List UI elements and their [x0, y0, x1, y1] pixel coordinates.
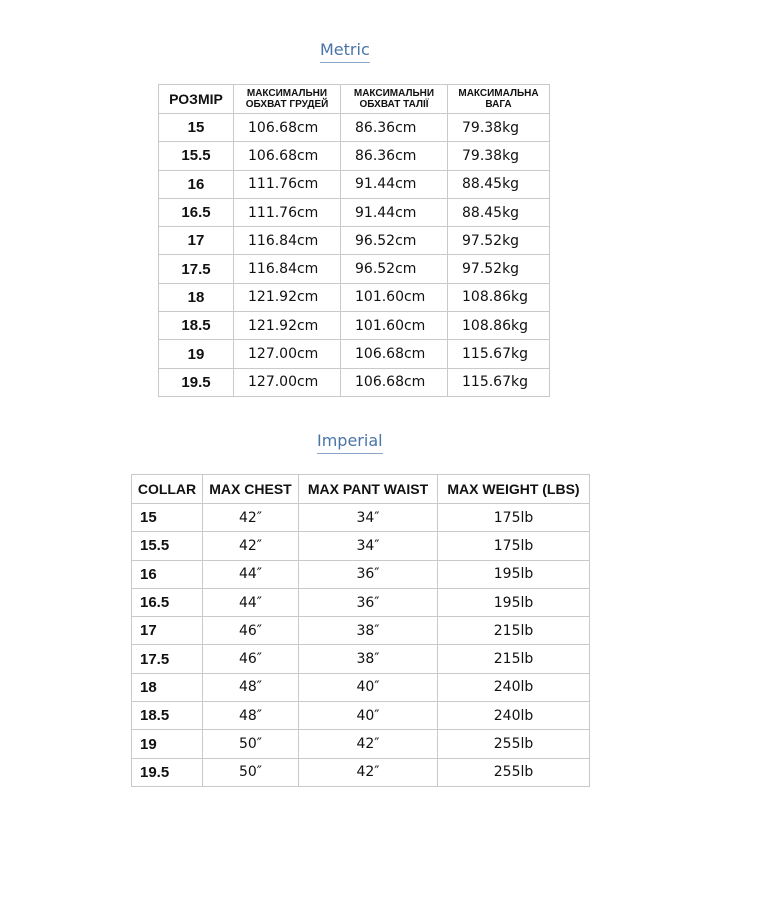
weight-cell: 175lb — [438, 532, 590, 560]
table-row — [159, 170, 550, 198]
waist-cell: 91.44cm — [341, 170, 448, 198]
chest-cell: 46″ — [203, 645, 299, 673]
chest-cell: 48″ — [203, 673, 299, 701]
header-max-weight-line2: ВАГА — [485, 99, 512, 110]
header-max-weight-line1: МАКСИМАЛЬНА — [458, 88, 539, 99]
waist-cell: 91.44cm — [341, 198, 448, 226]
table-row — [159, 283, 550, 311]
chest-cell: 44″ — [203, 560, 299, 588]
chest-cell: 127.00cm — [234, 340, 341, 368]
chest-cell: 44″ — [203, 588, 299, 616]
waist-cell: 96.52cm — [341, 227, 448, 255]
chest-cell: 106.68cm — [234, 114, 341, 142]
waist-cell: 38″ — [299, 617, 438, 645]
chest-cell: 48″ — [203, 702, 299, 730]
waist-cell: 106.68cm — [341, 340, 448, 368]
size-cell: 15.5 — [159, 142, 234, 170]
chest-cell: 116.84cm — [234, 227, 341, 255]
table-row — [159, 312, 550, 340]
collar-cell: 15 — [132, 504, 203, 532]
header-max-weight — [448, 85, 550, 114]
waist-cell: 86.36cm — [341, 114, 448, 142]
table-row — [159, 227, 550, 255]
collar-cell: 17.5 — [132, 645, 203, 673]
header-max-pant-waist: MAX PANT WAIST — [299, 475, 438, 504]
weight-cell: 175lb — [438, 504, 590, 532]
waist-cell: 38″ — [299, 645, 438, 673]
table-row — [159, 142, 550, 170]
weight-cell: 79.38kg — [448, 114, 550, 142]
weight-cell: 240lb — [438, 702, 590, 730]
weight-cell: 195lb — [438, 560, 590, 588]
table-row — [159, 255, 550, 283]
imperial-header-row — [132, 475, 590, 504]
waist-cell: 86.36cm — [341, 142, 448, 170]
table-row — [132, 560, 590, 588]
header-max-chest: MAX CHEST — [203, 475, 299, 504]
weight-cell: 215lb — [438, 645, 590, 673]
weight-cell: 97.52kg — [448, 255, 550, 283]
table-row — [159, 114, 550, 142]
weight-cell: 115.67kg — [448, 368, 550, 396]
waist-cell: 96.52cm — [341, 255, 448, 283]
header-max-weight: MAX WEIGHT (LBS) — [438, 475, 590, 504]
waist-cell: 42″ — [299, 730, 438, 758]
weight-cell: 115.67kg — [448, 340, 550, 368]
collar-cell: 15.5 — [132, 532, 203, 560]
chest-cell: 50″ — [203, 730, 299, 758]
weight-cell: 215lb — [438, 617, 590, 645]
weight-cell: 88.45kg — [448, 170, 550, 198]
header-max-chest-line2: ОБХВАТ ГРУДЕЙ — [245, 99, 329, 110]
size-cell: 16.5 — [159, 198, 234, 226]
weight-cell: 255lb — [438, 758, 590, 786]
waist-cell: 101.60cm — [341, 283, 448, 311]
imperial-section-title: Imperial — [317, 431, 383, 454]
waist-cell: 40″ — [299, 673, 438, 701]
metric-size-table — [158, 84, 550, 397]
chest-cell: 116.84cm — [234, 255, 341, 283]
size-cell: 17.5 — [159, 255, 234, 283]
collar-cell: 17 — [132, 617, 203, 645]
chest-cell: 121.92cm — [234, 312, 341, 340]
chest-cell: 127.00cm — [234, 368, 341, 396]
header-size: РОЗМІР — [159, 85, 234, 114]
size-cell: 18 — [159, 283, 234, 311]
header-max-chest — [234, 85, 341, 114]
chest-cell: 50″ — [203, 758, 299, 786]
table-row — [132, 504, 590, 532]
waist-cell: 40″ — [299, 702, 438, 730]
collar-cell: 19 — [132, 730, 203, 758]
header-collar: COLLAR — [132, 475, 203, 504]
size-cell: 16 — [159, 170, 234, 198]
waist-cell: 36″ — [299, 560, 438, 588]
header-max-chest-line1: МАКСИМАЛЬНИ — [246, 88, 328, 99]
collar-cell: 19.5 — [132, 758, 203, 786]
chest-cell: 111.76cm — [234, 170, 341, 198]
chest-cell: 46″ — [203, 617, 299, 645]
chest-cell: 106.68cm — [234, 142, 341, 170]
weight-cell: 88.45kg — [448, 198, 550, 226]
collar-cell: 16 — [132, 560, 203, 588]
table-row — [159, 368, 550, 396]
weight-cell: 255lb — [438, 730, 590, 758]
weight-cell: 195lb — [438, 588, 590, 616]
imperial-size-table — [131, 474, 590, 787]
chest-cell: 42″ — [203, 504, 299, 532]
size-cell: 17 — [159, 227, 234, 255]
table-row — [132, 673, 590, 701]
weight-cell: 108.86kg — [448, 312, 550, 340]
size-cell: 19 — [159, 340, 234, 368]
table-row — [132, 702, 590, 730]
table-row — [132, 730, 590, 758]
weight-cell: 79.38kg — [448, 142, 550, 170]
collar-cell: 18.5 — [132, 702, 203, 730]
waist-cell: 106.68cm — [341, 368, 448, 396]
weight-cell: 97.52kg — [448, 227, 550, 255]
table-row — [159, 198, 550, 226]
size-cell: 15 — [159, 114, 234, 142]
header-max-waist-line2: ОБХВАТ ТАЛІЇ — [359, 99, 429, 110]
header-max-waist — [341, 85, 448, 114]
size-cell: 18.5 — [159, 312, 234, 340]
waist-cell: 101.60cm — [341, 312, 448, 340]
waist-cell: 34″ — [299, 504, 438, 532]
table-row — [132, 532, 590, 560]
header-max-waist-line1: МАКСИМАЛЬНИ — [353, 88, 435, 99]
chest-cell: 111.76cm — [234, 198, 341, 226]
collar-cell: 16.5 — [132, 588, 203, 616]
table-row — [132, 588, 590, 616]
size-cell: 19.5 — [159, 368, 234, 396]
table-row — [159, 340, 550, 368]
waist-cell: 36″ — [299, 588, 438, 616]
chest-cell: 121.92cm — [234, 283, 341, 311]
chest-cell: 42″ — [203, 532, 299, 560]
table-row — [132, 645, 590, 673]
waist-cell: 34″ — [299, 532, 438, 560]
metric-section-title: Metric — [320, 40, 370, 63]
waist-cell: 42″ — [299, 758, 438, 786]
weight-cell: 240lb — [438, 673, 590, 701]
weight-cell: 108.86kg — [448, 283, 550, 311]
metric-header-row — [159, 85, 550, 114]
table-row — [132, 758, 590, 786]
table-row — [132, 617, 590, 645]
collar-cell: 18 — [132, 673, 203, 701]
